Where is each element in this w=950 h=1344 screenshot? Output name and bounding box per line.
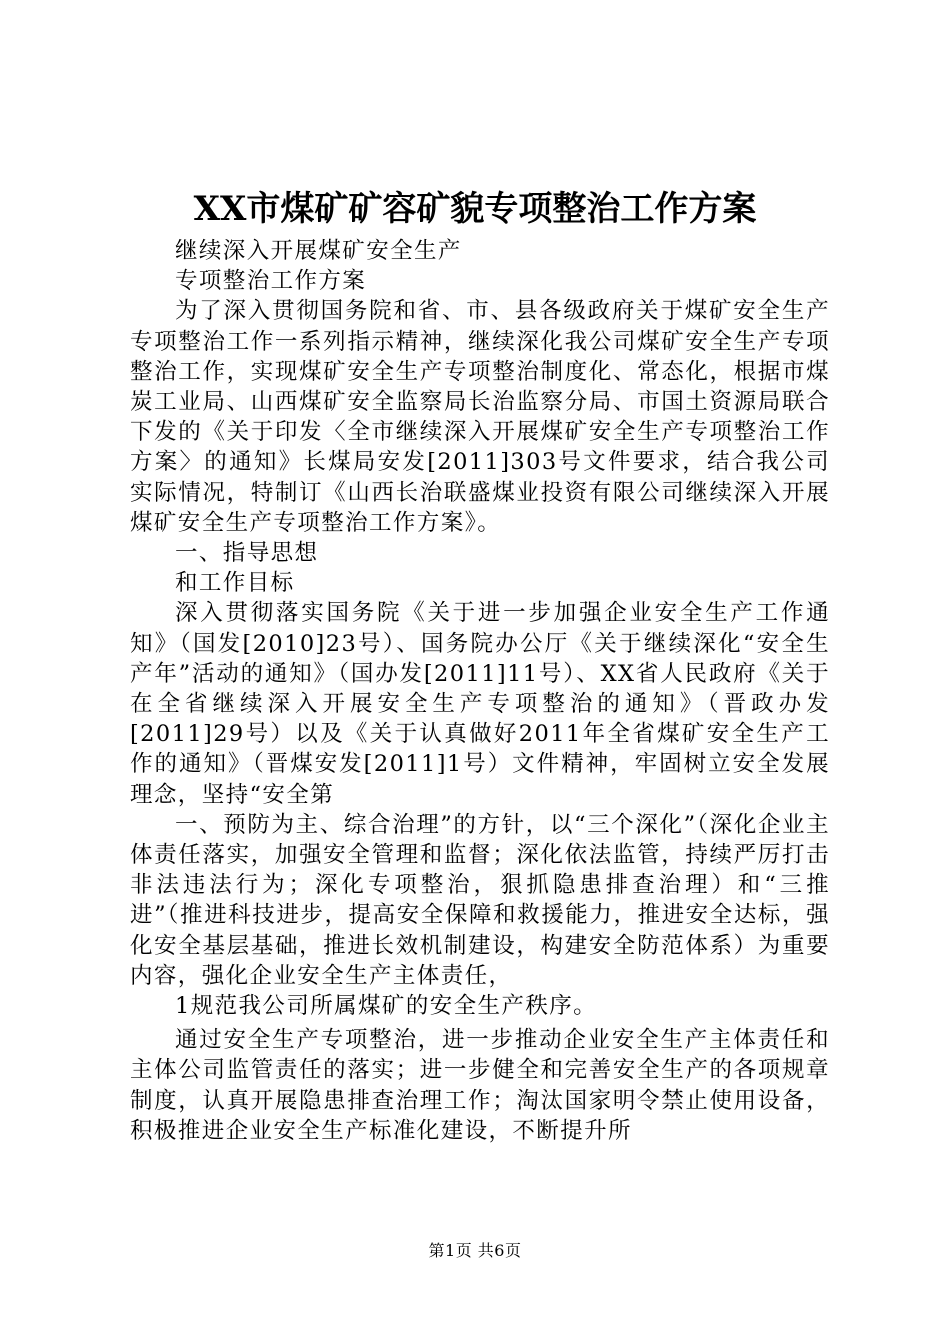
document-body <box>130 236 830 1146</box>
intro-paragraph: 为了深入贯彻国务院和省、市、县各级政府关于煤矿安全生产专项整治工作一系列指示精神，继续深化我公司煤矿安全生产专项整治工作，实现煤矿安全生产专项整治制度化、常态化，根据市煤炭工业局、山西煤矿安全监察局长治监察分局、市国土资源局联合下发的《关于印发〈全市继续深入开展煤矿安全生产专项整治工作方案〉的通知》长煤局安发[2011]303号文件要求，结合我公司实际情况，特制订《山西长治联盛煤业投资有限公司继续深入开展煤矿安全生产专项整治工作方案》。 <box>130 298 830 536</box>
subtitle-line-2: 专项整治工作方案 <box>175 268 367 295</box>
subtitle-line-1: 继续深入开展煤矿安全生产 <box>175 238 462 264</box>
page-number-footer: 第1页 共6页 <box>428 1241 522 1260</box>
guiding-paragraph: 深入贯彻落实国务院《关于进一步加强企业安全生产工作通知》（国发[2010]23号）、国务院办公厅《关于继续深化“安全生产年”活动的通知》（国办发[2011]11号）、XX省人民政府《关于在全省继续深入开展安全生产专项整治的通知》（晋政办发[2011]29号）以及《关于认真做好2011年全省煤矿安全生产工作的通知》（晋煤安发[2011]1号）文件精神，牢固树立安全发展理念，坚持“安全第 <box>130 600 830 808</box>
policy-paragraph: 一、预防为主、综合治理”的方针，以“三个深化”（深化企业主体责任落实，加强安全管理和监督；深化依法监管，持续严厉打击非法违法行为；深化专项整治，狠抓隐患排查治理）和“三推进”（推进科技进步，提高安全保障和救援能力，推进安全达标，强化安全基层基础，推进长效机制建设，构建安全防范体系）为重要内容，强化企业安全生产主体责任， <box>130 811 830 989</box>
item-1-paragraph: 通过安全生产专项整治，进一步推动企业安全生产主体责任和主体公司监管责任的落实；进一步健全和完善安全生产的各项规章制度，认真开展隐患排查治理工作；淘汰国家明令禁止使用设备，积极推进企业安全生产标准化建设，不断提升所 <box>130 1027 830 1144</box>
item-1-heading: 1规范我公司所属煤矿的安全生产秩序。 <box>175 993 598 1020</box>
document-title: XX市煤矿矿容矿貌专项整治工作方案 <box>193 189 757 229</box>
section-heading-guiding-thought: 一、指导思想 <box>175 540 319 567</box>
section-heading-work-goal: 和工作目标 <box>175 570 295 597</box>
